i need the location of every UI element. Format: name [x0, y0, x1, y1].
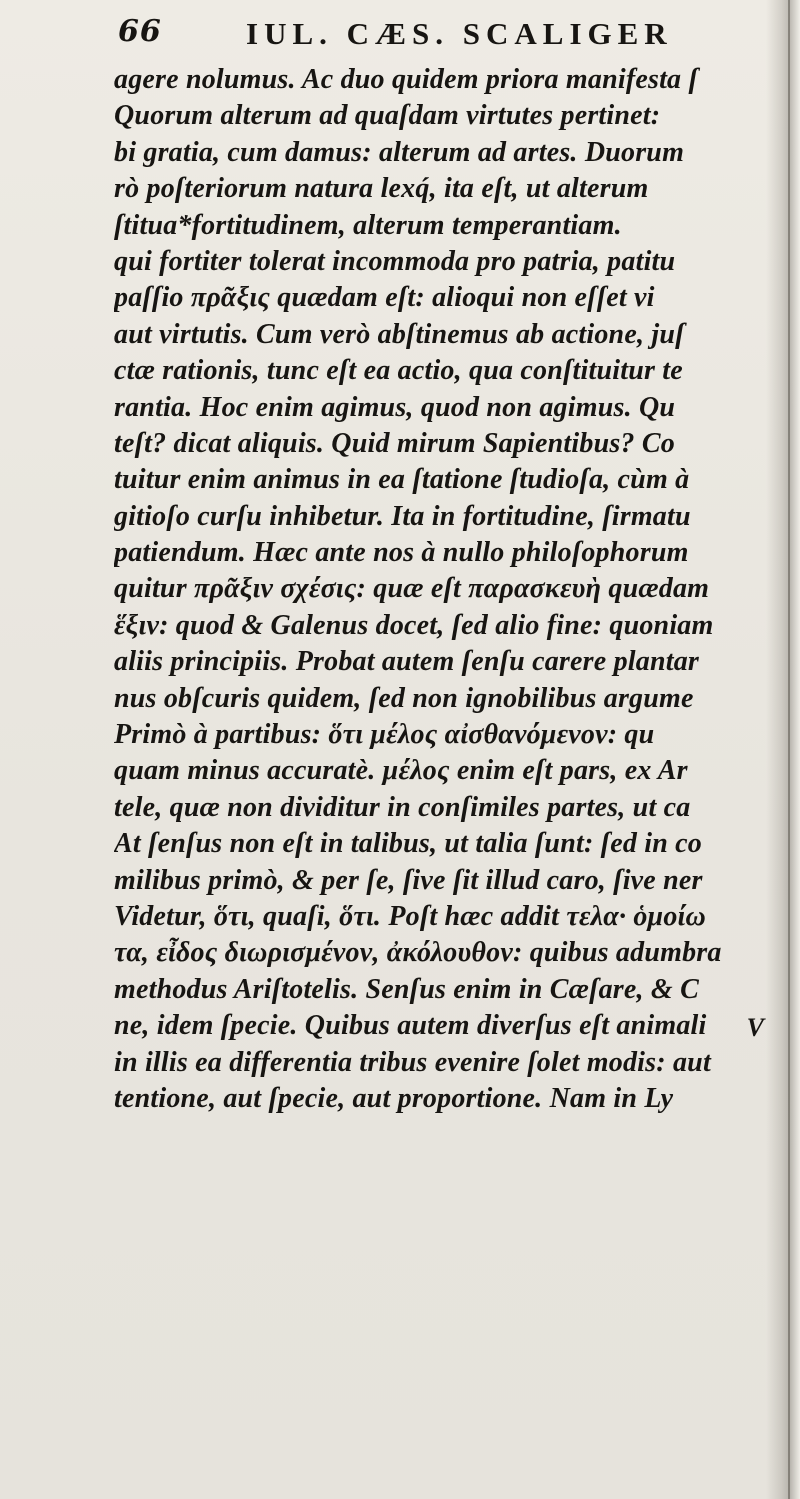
text-line: in illis ea differentia tribus evenire ſolet modis: aut — [114, 1046, 711, 1078]
text-line: τα, εἶδος διωρισμένον, ἀκόλουθον: quibus adumbra — [114, 937, 722, 969]
text-line: Quorum alterum ad quaſdam virtutes pertinet: — [114, 100, 661, 132]
text-line: nus obſcuris quidem, ſed non ignobilibus argume — [114, 682, 694, 714]
text-line: agere nolumus. Ac duo quidem priora manifesta ſ — [114, 64, 698, 95]
text-line: tentione, aut ſpecie, aut proportione. Nam in Ly — [114, 1082, 674, 1114]
text-line: ἕξιν: quod & Galenus docet, ſed alio fine: quoniam — [114, 609, 714, 641]
text-line: tuitur enim animus in ea ſtatione ſtudioſa, cùm à — [114, 464, 690, 496]
text-line: tele, quæ non dividitur in conſimiles partes, ut ca — [114, 791, 691, 823]
page-number: 66 — [118, 14, 162, 49]
text-line: aliis principiis. Probat autem ſenſu carere plantar — [114, 646, 700, 678]
text-line: patiendum. Hæc ante nos à nullo philoſophorum — [114, 537, 689, 569]
text-line: ctæ rationis, tunc eſt ea actio, qua conſtituitur te — [114, 355, 683, 387]
text-line: rò poſteriorum natura lexq́, ita eſt, ut alterum — [114, 173, 649, 205]
text-line: methodus Ariſtotelis. Senſus enim in Cæſare, & C — [114, 973, 699, 1005]
text-line: bi gratia, cum damus: alterum ad artes. Duorum — [114, 136, 685, 168]
text-line: Videtur, ὅτι, quaſi, ὅτι. Poſt hæc addit τελα· ὁμοίω — [114, 900, 706, 932]
text-line: teſt? dicat aliquis. Quid mirum Sapientibus? Co — [114, 427, 675, 459]
text-line: At ſenſus non eſt in talibus, ut talia ſunt: ſed in co — [114, 828, 702, 860]
text-line: gitioſo curſu inhibetur. Ita in fortitudine, ſirmatu — [114, 500, 691, 532]
body-text — [114, 62, 800, 1117]
text-line: Primò à partibus: ὅτι μέλος αἰσθανόμενον: qu — [114, 719, 655, 751]
text-line: aut virtutis. Cum verò abſtinemus ab actione, juſ — [114, 318, 685, 350]
text-line: milibus primò, & per ſe, ſive ſit illud caro, ſive ner — [114, 864, 703, 896]
running-head: IUL. CÆS. SCALIGER — [246, 16, 673, 51]
text-line: paſſio πρᾶξις quædam eſt: alioqui non eſſet vi — [114, 282, 655, 314]
text-line: qui fortiter tolerat incommoda pro patria, patitu — [114, 245, 676, 277]
text-line: rantia. Hoc enim agimus, quod non agimus. Qu — [114, 391, 676, 423]
text-line: ne, idem ſpecie. Quibus autem diverſus eſt animali — [114, 1010, 707, 1042]
text-line: ſtitua*fortitudinem, alterum temperantiam. — [114, 209, 622, 241]
text-line: quitur πρᾶξιν σχέσις: quæ eſt παρασκευὴ quædam — [114, 573, 710, 605]
text-line: quam minus accuratè. μέλος enim eſt pars, ex Ar — [114, 755, 688, 787]
catchword: V — [746, 1013, 764, 1042]
page-header — [118, 14, 778, 62]
